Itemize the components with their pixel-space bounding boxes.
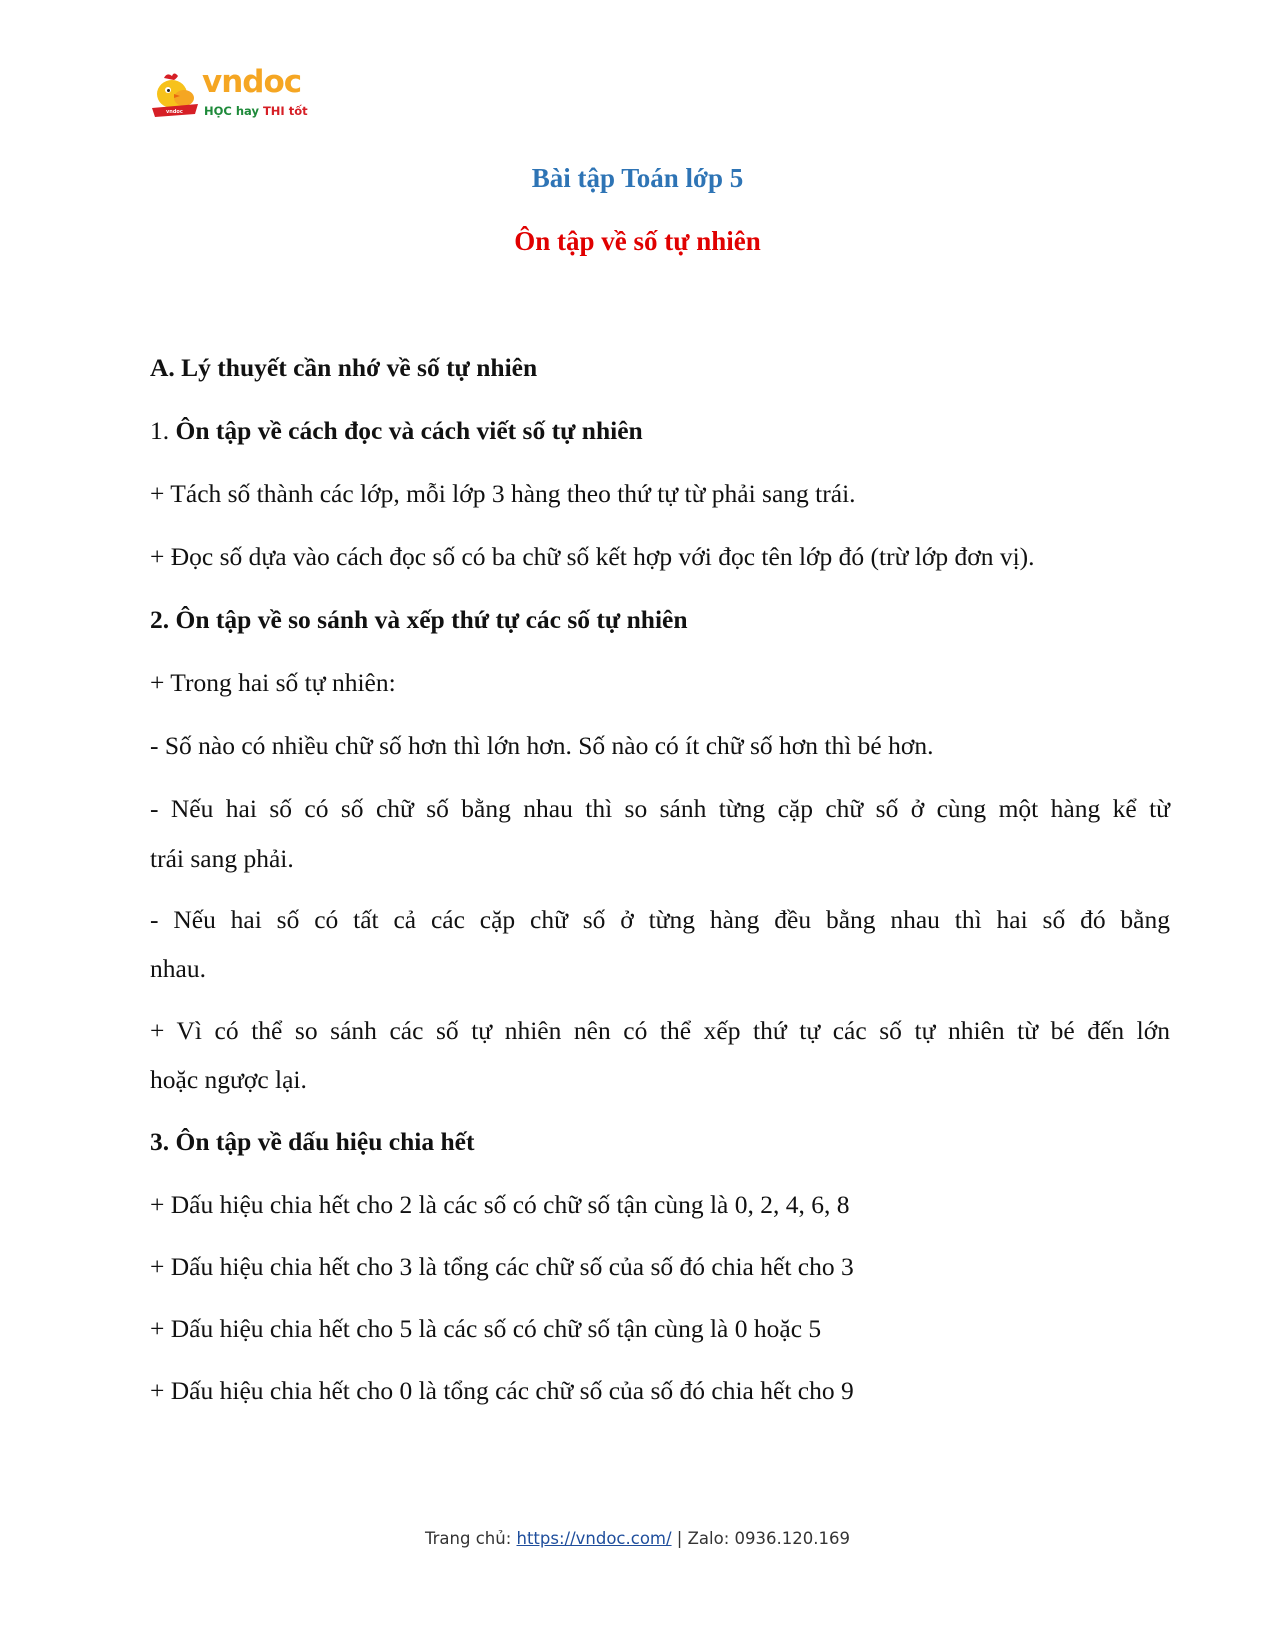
page-title: Bài tập Toán lớp 5 — [531, 163, 744, 193]
svg-text:vndoc: vndoc — [166, 109, 183, 115]
paragraph: - Số nào có nhiều chữ số hơn thì lớn hơn. Số nào có ít chữ số hơn thì bé hơn. — [150, 731, 934, 760]
paragraph: + Dấu hiệu chia hết cho 0 là tổng các chữ số của số đó chia hết cho 9 — [150, 1376, 854, 1405]
paragraph: + Trong hai số tự nhiên: — [150, 668, 396, 697]
page-subtitle: Ôn tập về số tự nhiên — [514, 226, 761, 256]
logo-tagline — [204, 104, 308, 118]
paragraph-continuation: hoặc ngược lại. — [150, 1065, 307, 1094]
paragraph: + Đọc số dựa vào cách đọc số có ba chữ số kết hợp với đọc tên lớp đó (trừ lớp đơn vị). — [150, 542, 1035, 571]
page-footer — [0, 1529, 1275, 1548]
footer-home-label: Trang chủ: — [424, 1529, 517, 1548]
paragraph: + Tách số thành các lớp, mỗi lớp 3 hàng theo thứ tự từ phải sang trái. — [150, 479, 856, 508]
footer-separator: | — [671, 1529, 688, 1548]
section-3-heading: 3. Ôn tập về dấu hiệu chia hết — [150, 1127, 475, 1156]
vndoc-logo[interactable] — [148, 64, 313, 122]
logo-wordmark: vndoc — [202, 64, 302, 100]
section-1-title: Ôn tập về cách đọc và cách viết số tự nhiên — [175, 416, 643, 445]
paragraph: - Nếu hai số có tất cả các cặp chữ số ở từng hàng đều bằng nhau thì hai số đó bằng — [150, 905, 1170, 934]
section-a-heading: A. Lý thuyết cần nhớ về số tự nhiên — [150, 353, 538, 382]
paragraph: - Nếu hai số có số chữ số bằng nhau thì so sánh từng cặp chữ số ở cùng một hàng kể từ — [150, 794, 1170, 823]
footer-zalo: Zalo: 0936.120.169 — [687, 1529, 850, 1548]
paragraph-continuation: trái sang phải. — [150, 844, 294, 873]
section-1-heading — [150, 415, 1170, 447]
paragraph: + Dấu hiệu chia hết cho 2 là các số có chữ số tận cùng là 0, 2, 4, 6, 8 — [150, 1190, 850, 1219]
paragraph: + Dấu hiệu chia hết cho 5 là các số có chữ số tận cùng là 0 hoặc 5 — [150, 1314, 822, 1343]
paragraph-continuation: nhau. — [150, 954, 206, 983]
footer-home-link[interactable]: https://vndoc.com/ — [516, 1529, 672, 1548]
tagline-thi-tot: THI tốt — [262, 104, 308, 118]
paragraph: + Vì có thể so sánh các số tự nhiên nên có thể xếp thứ tự các số tự nhiên từ bé đến lớn — [150, 1016, 1170, 1045]
tagline-hoc-hay: HỌC hay — [204, 104, 259, 118]
paragraph: + Dấu hiệu chia hết cho 3 là tổng các chữ số của số đó chia hết cho 3 — [150, 1252, 854, 1281]
section-2-heading: 2. Ôn tập về so sánh và xếp thứ tự các số tự nhiên — [150, 605, 688, 634]
chicken-mascot-icon — [150, 72, 200, 118]
section-1-number: 1. — [150, 416, 170, 445]
